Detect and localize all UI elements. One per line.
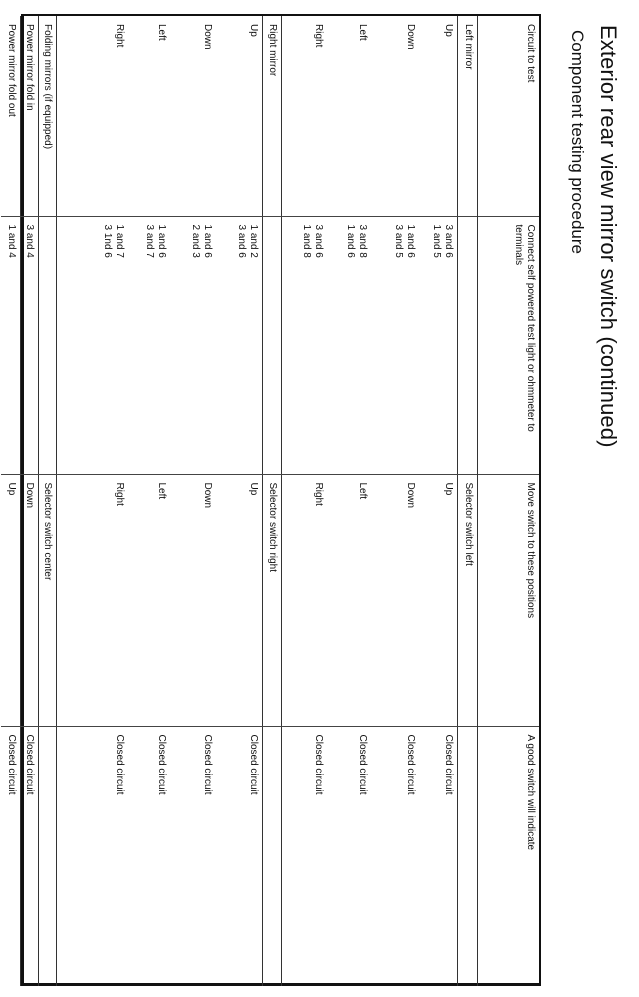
cell-result [263, 726, 282, 986]
column-header-circuit: Circuit to test [478, 16, 540, 216]
cell-terminals: 3 and 4 [21, 216, 39, 474]
cell-result: Closed circuit [282, 726, 328, 986]
cell-position: Selector switch left [458, 474, 478, 726]
table-row [2, 16, 21, 986]
cell-circuit: Left [357, 24, 369, 41]
cell-result: Closed circuit [129, 726, 171, 986]
table-body [2, 16, 478, 986]
cell-terminals [263, 216, 282, 474]
table-header [478, 16, 540, 986]
cell-terminals [39, 216, 57, 474]
cell-position: Selector switch right [263, 474, 282, 726]
cell-result: Closed circuit [2, 726, 21, 986]
cell-terminals: 3 and 6 1 and 5 [420, 216, 458, 474]
table-row [21, 16, 39, 986]
page-title: Exterior rear view mirror switch (continued) [596, 25, 621, 448]
cell-circuit: Power mirror fold out [2, 16, 21, 216]
column-header-indication: A good switch will indicate [478, 726, 540, 986]
table-header-row [478, 16, 540, 986]
cell-circuit: Right [313, 24, 325, 48]
cell-terminals: 3 and 6 1 and 8 [282, 216, 328, 474]
table-row [420, 16, 458, 986]
cell-terminals: 1 and 4 [2, 216, 21, 474]
cell-circuit: Left [156, 24, 168, 41]
cell-terminals [458, 216, 478, 474]
cell-circuit: Left mirror [458, 16, 478, 216]
cell-terminals: 1 and 2 3 and 6 [217, 216, 263, 474]
cell-result: Closed circuit [171, 726, 217, 986]
cell-circuit: Folding mirrors (if equipped) [39, 16, 57, 216]
cell-position: Selector switch center [39, 474, 57, 726]
table-row [129, 16, 171, 986]
table-row [171, 16, 217, 986]
table-row [57, 16, 129, 986]
cell-result: Closed circuit [217, 726, 263, 986]
cell-position: Up [217, 474, 263, 726]
cell-position: Down [21, 474, 39, 726]
cell-position: Right [57, 474, 129, 726]
cell-position: Left [328, 474, 372, 726]
cell-circuit: Power mirror fold in [21, 16, 39, 216]
cell-terminals: 3 and 8 1 and 6 [328, 216, 372, 474]
cell-result: Closed circuit [372, 726, 420, 986]
cell-result: Closed circuit [57, 726, 129, 986]
testing-table-frame [6, 14, 541, 986]
table-row [372, 16, 420, 986]
cell-result: Closed circuit [328, 726, 372, 986]
column-header-positions: Move switch to these positions [478, 474, 540, 726]
component-testing-table [2, 16, 540, 986]
cell-circuit: Down [405, 24, 417, 50]
cell-position: Down [372, 474, 420, 726]
table-row [282, 16, 328, 986]
cell-result: Closed circuit [21, 726, 39, 986]
cell-position: Up [420, 474, 458, 726]
cell-terminals: 1 and 6 2 and 3 [171, 216, 217, 474]
cell-position: Down [171, 474, 217, 726]
table-row [39, 16, 57, 986]
cell-circuit: Down [202, 24, 214, 50]
cell-result: Closed circuit [420, 726, 458, 986]
table-row [217, 16, 263, 986]
cell-circuit: Right [114, 24, 126, 48]
cell-circuit: Right mirror [263, 16, 282, 216]
cell-terminals: 1 and 6 3 and 5 [372, 216, 420, 474]
cell-position: Left [129, 474, 171, 726]
table-row [263, 16, 282, 986]
cell-circuit: Up [217, 16, 263, 216]
cell-circuit: Up [420, 16, 458, 216]
section-title: Component testing procedure [568, 30, 587, 254]
table-row [328, 16, 372, 986]
cell-terminals: 1 and 6 3 and 7 [129, 216, 171, 474]
cell-position: Up [2, 474, 21, 726]
table-row [458, 16, 478, 986]
cell-result [39, 726, 57, 986]
cell-result [458, 726, 478, 986]
cell-terminals: 1 and 7 3 1nd 6 [57, 216, 129, 474]
column-header-terminals: Connect self powered test light or ohmmeter to terminals [478, 216, 540, 474]
cell-position: Right [282, 474, 328, 726]
